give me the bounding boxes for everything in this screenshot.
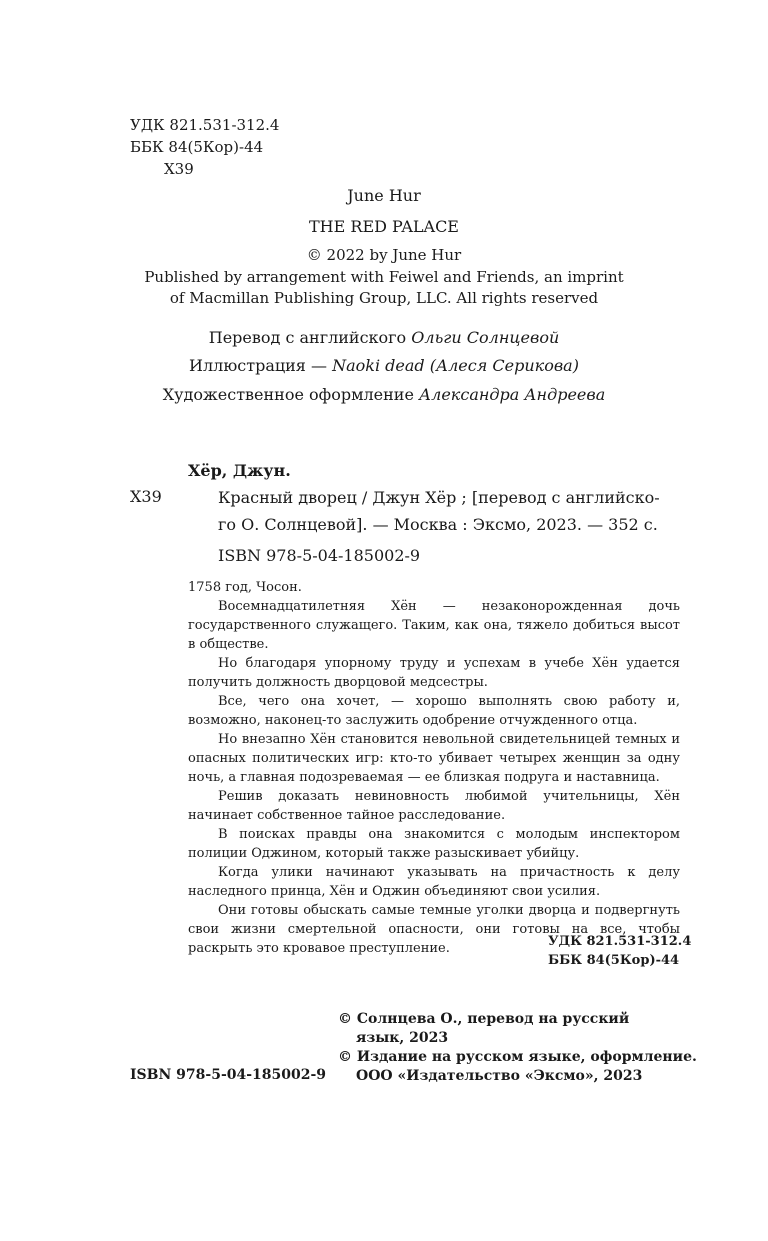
illustrator-real-name: (Алеся Серикова) [429,356,579,375]
card-isbn: ISBN 978-5-04-185002-9 [218,546,421,565]
illustrator-name: Naoki dead [332,356,425,375]
biblio-line-1: Красный дворец / Джун Хёр ; [перевод с английско- [218,488,660,507]
design-label: Художественное оформление [162,385,414,404]
annotation-paragraph: Восемнадцатилетняя Хён — незаконорожденная дочь государственного служащего. Таким, как она, тяжело добиться высот в обществе. [188,599,680,652]
annotation-codes [548,932,691,970]
bbk-code: ББК 84(5Кор)-44 [130,138,264,156]
design-credit [0,385,768,404]
annotation [188,578,680,958]
copyright-block [338,1010,697,1086]
bibliographic-description [218,484,684,538]
bbk-code: ББК 84(5Кор)-44 [548,953,680,968]
footer-isbn: ISBN 978-5-04-185002-9 [130,1067,327,1083]
classification-codes [130,114,279,180]
designer-name: Александра Андреева [419,385,606,404]
annotation-paragraph: 1758 год, Чосон. [188,580,302,595]
udk-code: УДК 821.531-312.4 [548,934,692,949]
annotation-paragraph: Решив доказать невиновность любимой учительницы, Хён начинает собственное тайное расследование. [188,789,680,823]
edition-copyright-cont: ООО «Издательство «Эксмо», 2023 [356,1068,643,1084]
card-author-mark: Х39 [130,487,162,506]
original-copyright: © 2022 by June Hur [306,246,462,264]
translation-copyright-cont: язык, 2023 [356,1030,449,1046]
edition-copyright: © Издание на русском языке, оформление. [338,1049,697,1065]
card-author: Хёр, Джун. [188,461,291,480]
illustration-credit [0,356,768,375]
author-mark: Х39 [164,160,194,178]
biblio-line-2: го О. Солнцевой]. — Москва : Эксмо, 2023. — 352 с. [218,515,658,534]
annotation-paragraph: Когда улики начинают указывать на причастность к делу наследного принца, Хён и Оджин объединяют свои усилия. [188,865,680,899]
annotation-paragraph: Они готовы обыскать самые темные уголки дворца и подвергнуть свои жизни смертельной опасности, они готовы на все, чтобы раскрыть это кровавое преступление. [188,903,680,956]
original-author: June Hur [347,186,421,205]
annotation-paragraph: Но благодаря упорному труду и успехам в учебе Хён удается получить должность дворцовой медсестры. [188,656,680,690]
udk-code: УДК 821.531-312.4 [130,116,280,134]
annotation-paragraph: Все, чего она хочет, — хорошо выполнять свою работу и, возможно, наконец-то заслужить одобрение отчужденного отца. [188,694,680,728]
translation-label: Перевод с английского [208,328,407,347]
annotation-paragraph: В поисках правды она знакомится с молодым инспектором полиции Оджином, который также разыскивает убийцу. [188,827,680,861]
publisher-line-2: of Macmillan Publishing Group, LLC. All rights reserved [169,289,599,307]
original-title: THE RED PALACE [309,217,459,236]
publisher-line-1: Published by arrangement with Feiwel and Friends, an imprint [144,268,624,286]
translation-credit [0,328,768,347]
annotation-paragraph: Но внезапно Хён становится невольной свидетельницей темных и опасных политических игр: кто-то убивает четырех женщин за одну ночь, а главная подозреваемая — ее близкая подруга и наставница. [188,732,680,785]
translation-copyright: © Солнцева О., перевод на русский [338,1011,630,1027]
translator-name: Ольги Солнцевой [411,328,560,347]
illustration-label: Иллюстрация — [189,356,327,375]
